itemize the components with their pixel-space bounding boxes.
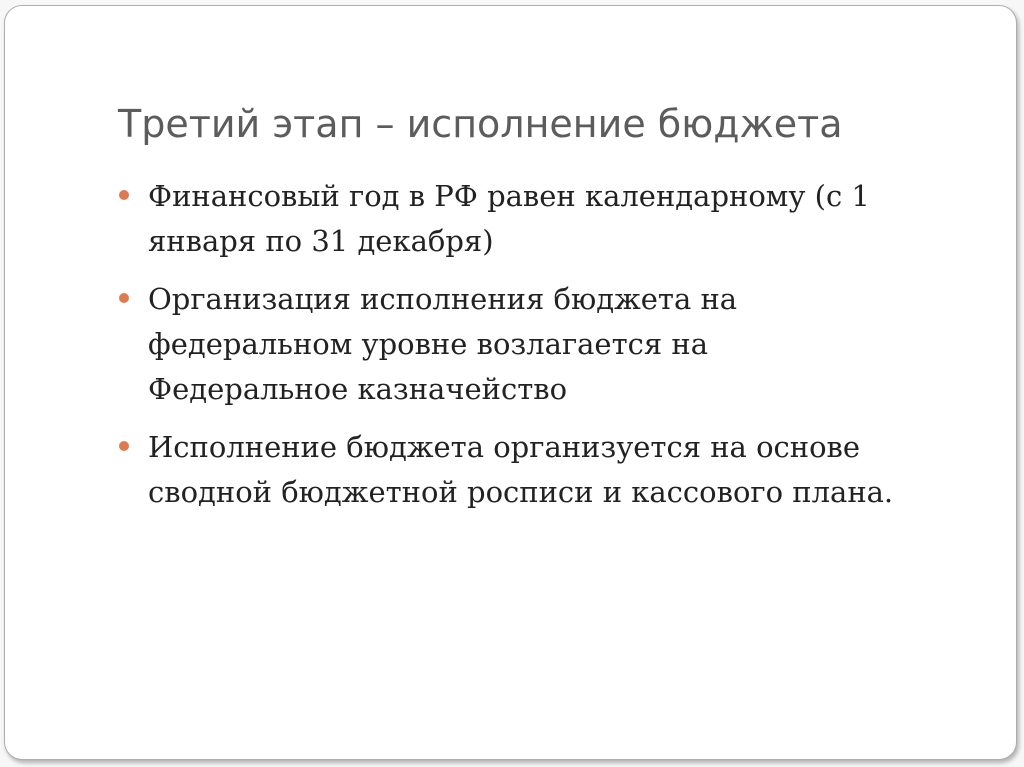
- list-item: [118, 277, 978, 412]
- bullet-dot-icon: [119, 293, 129, 303]
- slide: [4, 5, 1017, 760]
- bullet-text: Исполнение бюджета организуется на основе сводной бюджетной росписи и кассового плана.: [148, 430, 894, 509]
- bullet-text: Организация исполнения бюджета на федеральном уровне возлагается на Федеральное казначейство: [148, 282, 738, 406]
- list-item: [118, 425, 978, 515]
- bullet-dot-icon: [119, 190, 129, 200]
- list-item: [118, 174, 978, 264]
- bullet-list: [118, 174, 978, 528]
- slide-title: Третий этап – исполнение бюджета: [118, 102, 843, 146]
- bullet-dot-icon: [119, 441, 129, 451]
- bullet-text: Финансовый год в РФ равен календарному (с 1 января по 31 декабря): [148, 179, 870, 258]
